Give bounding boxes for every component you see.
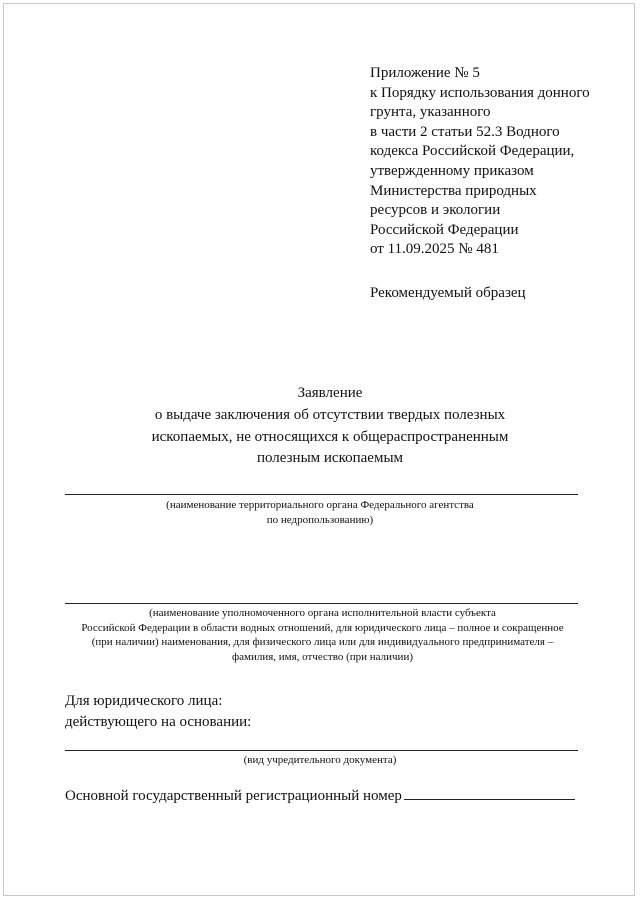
sample-label: Рекомендуемый образец [370,285,526,301]
ogrn-field[interactable] [404,785,575,800]
territorial-body-field[interactable] [65,494,578,495]
title-line: полезным ископаемым [256,450,404,467]
appendix-line: ресурсов и экологии [370,202,501,219]
appendix-block [370,64,620,260]
appendix-line: в части 2 статьи 52.3 Водного [370,123,560,140]
acting-basis-label: действующего на основании: [65,714,252,730]
appendix-line: Российской Федерации [370,221,519,238]
appendix-line: кодекса Российской Федерации, [370,143,575,160]
appendix-line: Приложение № 5 [370,65,480,81]
founding-document-field[interactable] [65,750,578,751]
title-line: ископаемых, не относящихся к общераспространенным [151,428,509,445]
caption-line: Российской Федерации в области водных отношений, для юридического лица – полное и сокращенное [81,621,564,634]
appendix-line: грунта, указанного [370,104,491,121]
appendix-line: от 11.09.2025 № 481 [370,241,499,258]
caption-line: (наименование территориального органа Федерального агентства [166,499,474,511]
title-line: Заявление [297,385,363,401]
document-title [60,383,600,470]
founding-document-caption [60,753,580,768]
territorial-body-caption [60,498,580,527]
ogrn-row [65,785,575,805]
title-line: о выдаче заключения об отсутствии твердых полезных [154,406,506,423]
caption-line: (вид учредительного документа) [243,754,397,766]
authorized-body-field[interactable] [65,603,578,604]
appendix-line: утвержденному приказом [370,162,534,179]
caption-line: фамилия, имя, отчество (при наличии) [231,650,413,663]
authorized-body-caption [50,606,595,664]
legal-entity-label: Для юридического лица: [65,693,223,709]
caption-line: по недропользованию) [266,513,374,526]
ogrn-label: Основной государственный регистрационный номер [65,788,402,804]
caption-line: (при наличии) наименования, для физического лица или для индивидуального предпринимателя – [91,636,554,648]
appendix-line: Министерства природных [370,182,537,199]
appendix-line: к Порядку использования донного [370,84,590,101]
caption-line: (наименование уполномоченного органа исполнительной власти субъекта [149,607,496,619]
